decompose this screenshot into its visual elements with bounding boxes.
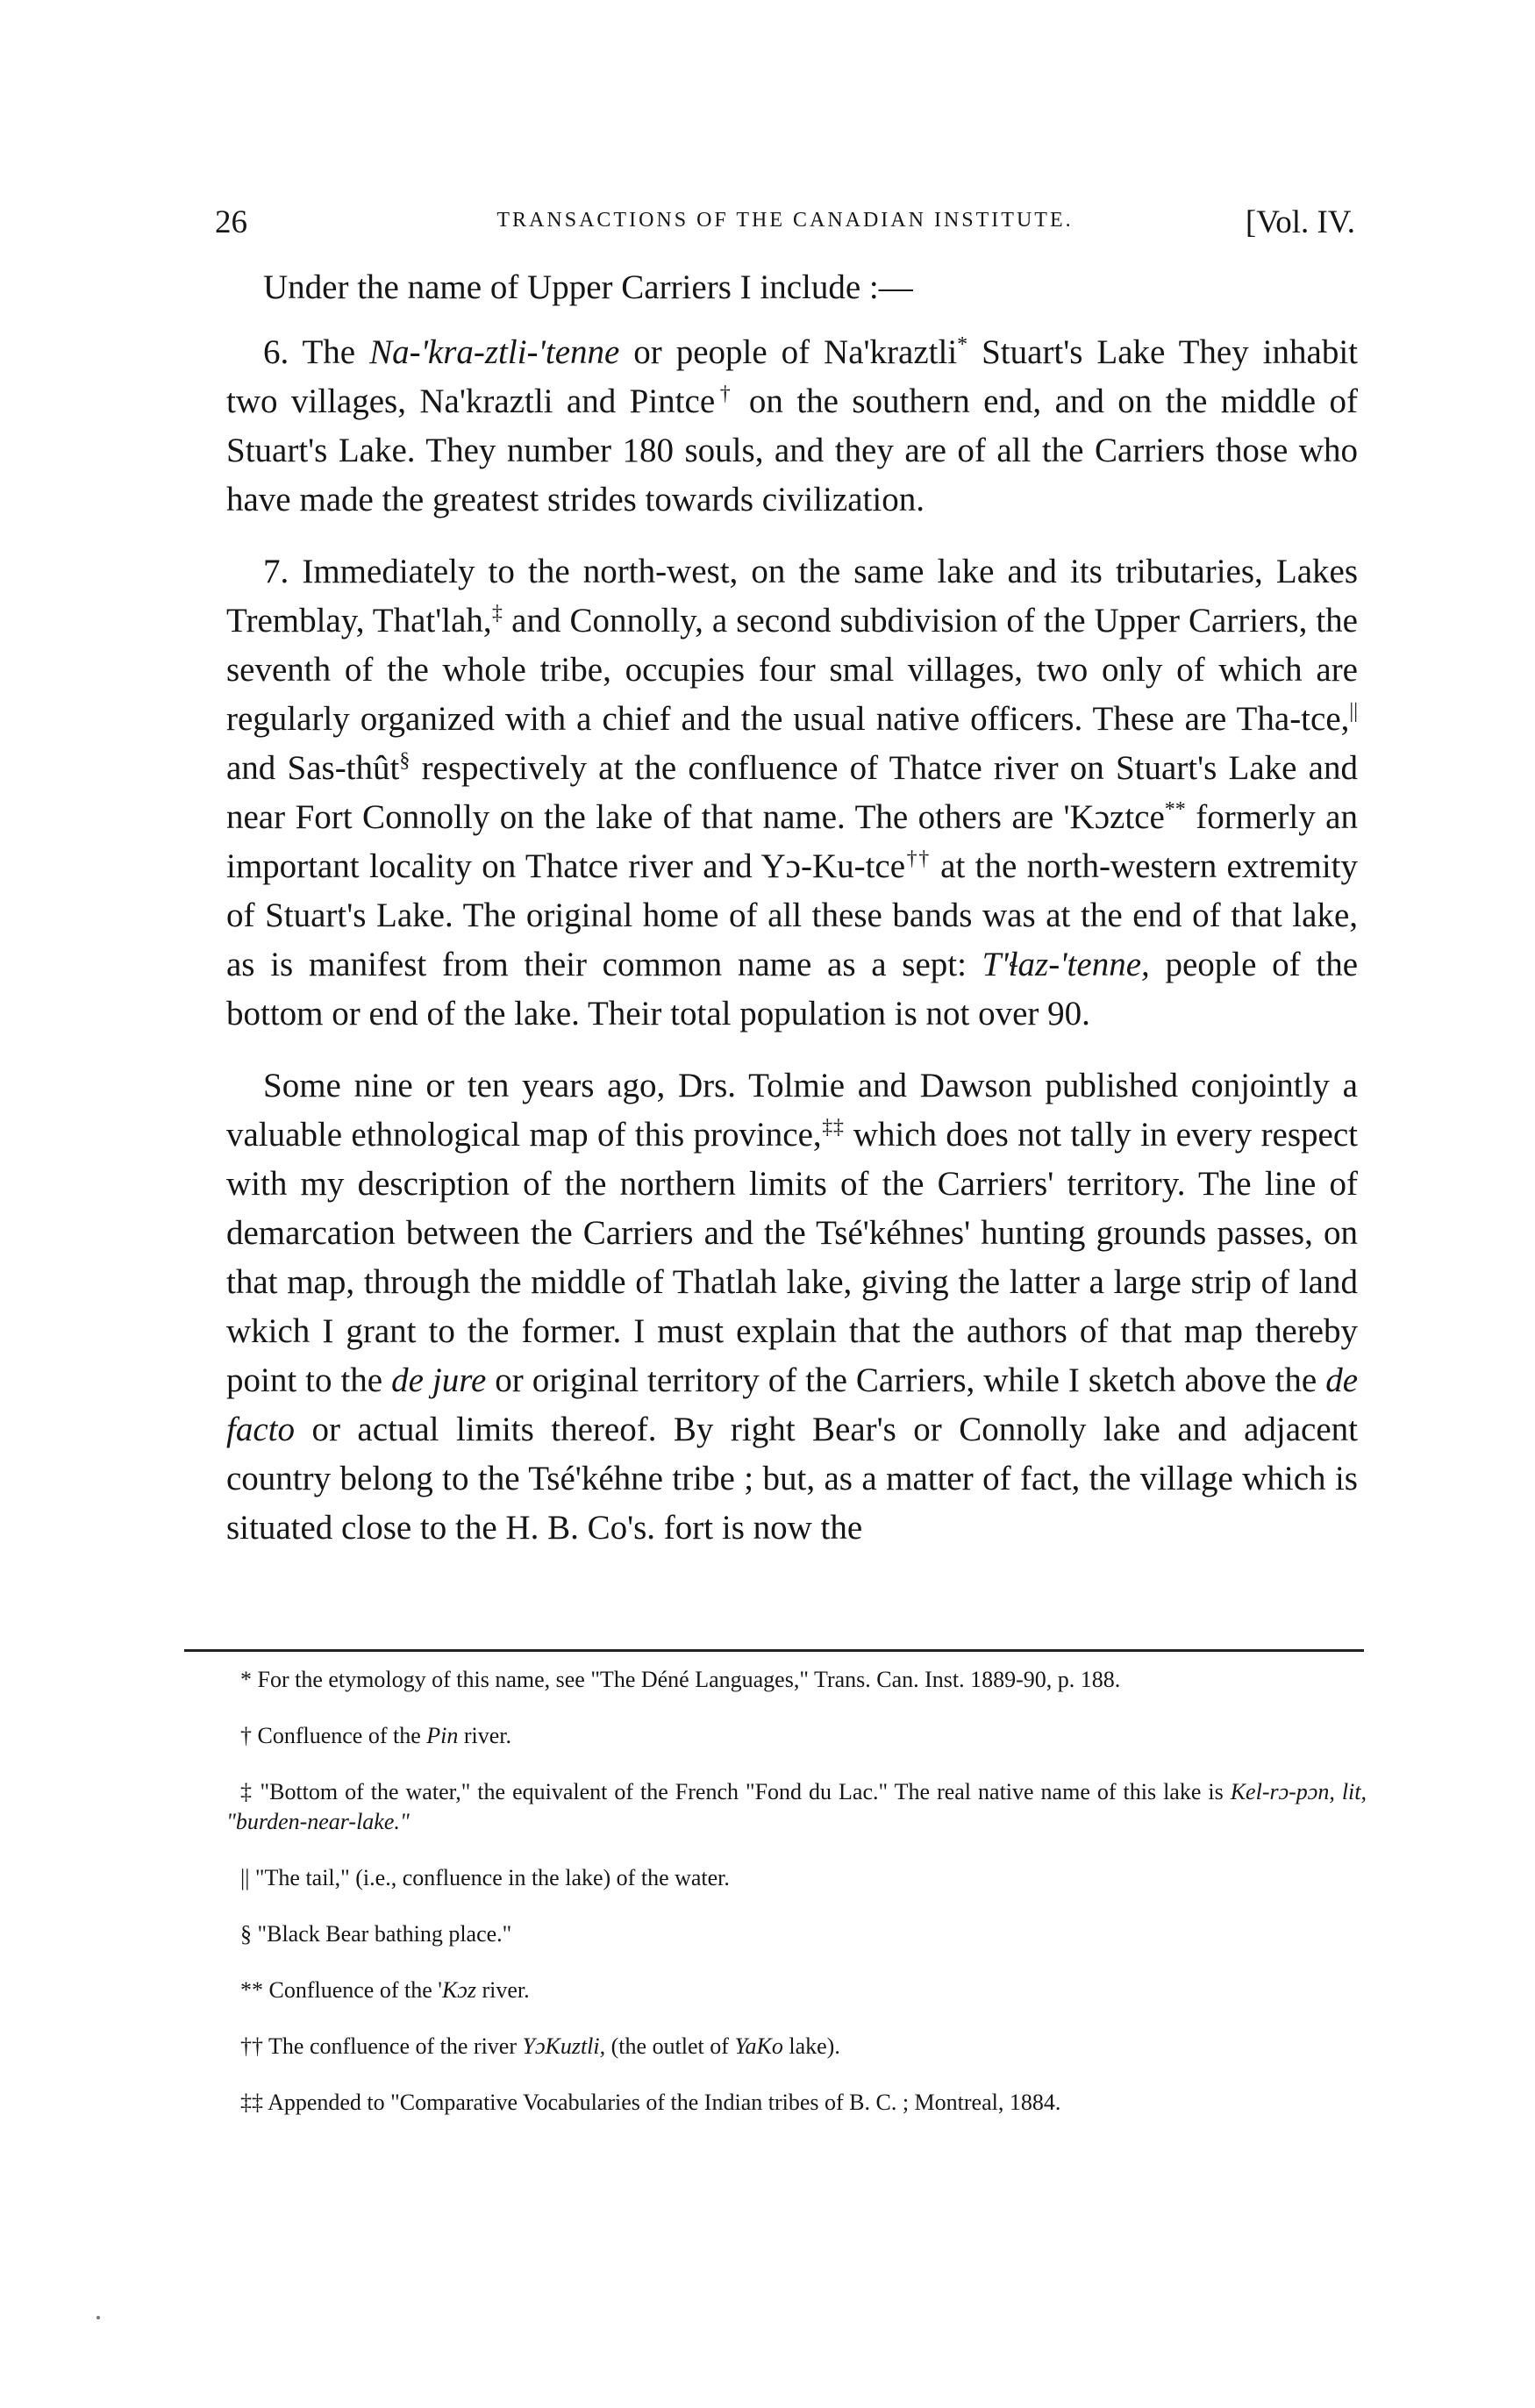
footnote-1: * For the etymology of this name, see "The Déné Languages," Trans. Can. Inst. 1889-90, p. 188.: [240, 1667, 1121, 1692]
para7-text-5: formerly an important locality on Thatce river and Yɔ-Ku-tce: [226, 798, 1358, 885]
para7-text-7: people of the bottom or end of the lake. Their total population is not over 90.: [226, 946, 1358, 1033]
footnote-text: †† The confluence of the river: [240, 2033, 523, 2059]
para7-text-2: and Connolly, a second subdivision of the Upper Carriers, the seventh of the whole tribe, occupies four smal villages, two only of which are regularly organized with a chief and the usual native officers. These are Tha-tce,: [226, 602, 1358, 738]
para6-text-1: or people of Na'kraztli: [619, 333, 958, 371]
para7-text-1: 7. Immediately to the north-west, on the same lake and its tributaries, Lakes Tremblay, That'lah,: [226, 553, 1358, 640]
footnote-8: ‡‡ Appended to "Comparative Vocabularies of the Indian tribes of B. C. ; Montreal, 1884.: [240, 2090, 1061, 2115]
footnote-term: YaKo: [734, 2033, 783, 2059]
para7-term: T'ɬaz-'tenne,: [982, 946, 1150, 983]
footnote-7: [226, 2032, 1367, 2061]
footnote-text: river.: [458, 1723, 512, 1748]
footnote-2: [226, 1721, 1367, 1751]
footnote-term: YɔKuztli,: [522, 2033, 606, 2059]
footnote-3: [226, 1777, 1367, 1837]
footnote-term: Kel-rɔ-pɔn, lit, "burden-near-lake.": [226, 1779, 1367, 1834]
scan-speck: [96, 2316, 100, 2319]
page-number: 26: [215, 204, 247, 240]
para8-text-4: or actual limits thereof. By right Bear's or Connolly lake and adjacent country belong to the Tsé'kéhne tribe ; but, as a matter of fact, the village which is situated close to the H. B. Co's. fort is now the: [226, 1411, 1358, 1547]
paragraph-8: [226, 1061, 1358, 1553]
footnote-marker: *: [957, 333, 968, 356]
footnote-marker: †: [715, 382, 736, 405]
footnote-term: Kɔz: [441, 1977, 476, 2003]
footnote-5: § "Black Bear bathing place.": [240, 1921, 512, 1947]
para6-lead: 6. The: [263, 333, 370, 371]
footnote-marker: ‡: [491, 602, 503, 625]
page-header: [215, 204, 1355, 256]
footnote-marker: ‡‡: [821, 1116, 845, 1139]
para7-text-4: respectively at the confluence of Thatce river on Stuart's Lake and near Fort Connolly on the lake of that name. The others are 'Kɔztce: [226, 749, 1358, 836]
footnotes: [226, 1665, 1367, 2144]
footnote-text: river.: [475, 1977, 530, 2003]
footnote-marker: **: [1164, 798, 1186, 821]
para8-term-de-facto: de facto: [226, 1361, 1358, 1448]
para8-text-1: Some nine or ten years ago, Drs. Tolmie and Dawson published conjointly a valuable ethnological map of this province,: [226, 1067, 1358, 1154]
para6-text-2: Stuart's Lake They inhabit two villages, Na'kraztli and Pintce: [226, 333, 1358, 420]
para7-text-6: at the north-western extremity of Stuart's Lake. The original home of all these bands was at the end of that lake, as is manifest from their common name as a sept:: [226, 847, 1359, 983]
footnote-term: Pin: [426, 1723, 459, 1748]
footnote-4: || "The tail," (i.e., confluence in the lake) of the water.: [240, 1865, 730, 1890]
para6-term: Na-'kra-ztli-'tenne: [369, 333, 620, 371]
para8-text-2: which does not tally in every respect with my description of the northern limits of the Carriers' territory. The line of demarcation between the Carriers and the Tsé'kéhnes' hunting grounds passes, on that map, through the middle of Thatlah lake, giving the latter a large strip of land wkich I grant to the former. I must explain that the authors of that map thereby point to the: [226, 1116, 1359, 1399]
para6-text-3: on the southern end, and on the middle of Stuart's Lake. They number 180 souls, and they are of all the Carriers those who have made the greatest strides towards civilization.: [226, 382, 1359, 518]
footnote-divider: [184, 1649, 1364, 1652]
footnote-marker: ††: [905, 847, 931, 870]
intro-line: Under the name of Upper Carriers I include :—: [263, 268, 913, 306]
volume-label: [Vol. IV.: [1245, 204, 1355, 240]
para7-text-3: and Sas-thût: [226, 749, 400, 787]
para8-term-de-jure: de jure: [391, 1361, 487, 1399]
paragraph-7: [226, 547, 1358, 1039]
footnote-text: (the outlet of: [605, 2033, 735, 2059]
footnote-text: † Confluence of the: [240, 1723, 427, 1748]
para8-text-3: or original territory of the Carriers, while I sketch above the: [486, 1361, 1326, 1399]
footnote-text: ‡ "Bottom of the water," the equivalent of the French "Fond du Lac." The real native name of this lake is: [240, 1779, 1231, 1804]
body-text: [226, 263, 1358, 1576]
footnote-marker: ||: [1349, 700, 1358, 723]
footnote-6: [226, 1976, 1367, 2005]
footnote-text: ** Confluence of the ': [240, 1977, 442, 2003]
paragraph-6: [226, 328, 1358, 525]
footnote-marker: §: [399, 749, 411, 772]
running-title: TRANSACTIONS OF THE CANADIAN INSTITUTE.: [496, 209, 1074, 232]
footnote-text: lake).: [782, 2033, 840, 2059]
